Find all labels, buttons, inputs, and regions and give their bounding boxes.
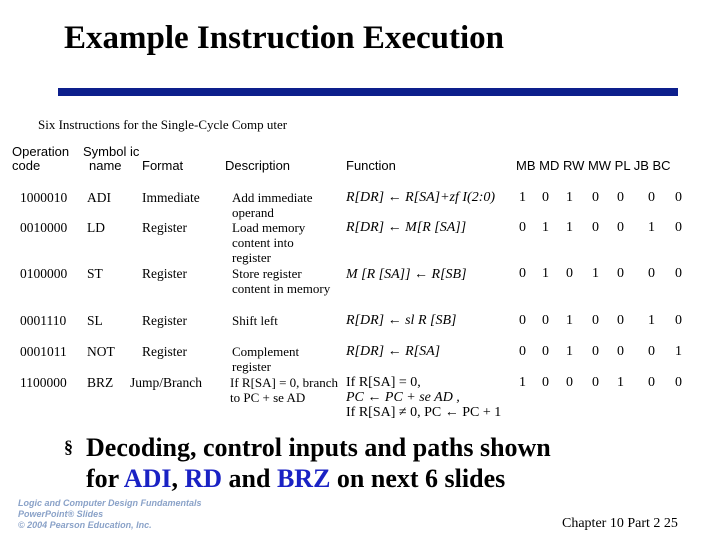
logo-line: © 2004 Pearson Education, Inc. bbox=[18, 520, 152, 530]
row-opcode: 0100000 bbox=[20, 266, 68, 281]
row-name: BRZ bbox=[87, 375, 114, 390]
row-function: R[DR] ← sl R [SB] bbox=[346, 313, 457, 328]
control-value: 0 bbox=[617, 266, 624, 281]
row-function: If R[SA] ≠ 0, PC ← PC + 1 bbox=[346, 405, 502, 420]
control-value: 0 bbox=[592, 313, 599, 328]
row-function: PC ← PC + se AD , bbox=[346, 390, 460, 405]
control-value: 0 bbox=[592, 190, 599, 205]
control-value: 0 bbox=[675, 190, 682, 205]
row-function: If R[SA] = 0, bbox=[346, 375, 421, 390]
row-description: Store register content in memory bbox=[232, 266, 331, 296]
control-value: 0 bbox=[675, 266, 682, 281]
row-format: Register bbox=[142, 344, 187, 359]
control-value: 0 bbox=[566, 375, 573, 390]
control-value: 0 bbox=[617, 313, 624, 328]
control-value: 1 bbox=[542, 266, 549, 281]
row-function: R[DR] ← M[R [SA]] bbox=[346, 220, 467, 235]
control-value: 1 bbox=[648, 313, 655, 328]
header-code: code bbox=[12, 158, 41, 173]
row-format: Register bbox=[142, 220, 187, 235]
highlight-adi: ADI bbox=[123, 464, 172, 493]
control-value: 0 bbox=[675, 313, 682, 328]
control-value: 0 bbox=[617, 190, 624, 205]
control-value: 0 bbox=[519, 266, 526, 281]
control-value: 0 bbox=[566, 266, 573, 281]
control-value: 0 bbox=[542, 375, 549, 390]
control-value: 0 bbox=[648, 266, 655, 281]
row-opcode: 1100000 bbox=[20, 375, 67, 390]
control-value: 1 bbox=[519, 190, 526, 205]
control-value: 0 bbox=[675, 220, 682, 235]
bullet-point bbox=[64, 432, 551, 494]
control-value: 0 bbox=[519, 313, 526, 328]
row-name: ST bbox=[87, 266, 103, 281]
slide-footer: Chapter 10 Part 2 25 bbox=[562, 516, 678, 531]
header-description: Description bbox=[225, 158, 291, 173]
control-value: 1 bbox=[592, 266, 599, 281]
control-value: 1 bbox=[648, 220, 655, 235]
row-name: LD bbox=[87, 220, 105, 235]
control-value: 0 bbox=[519, 344, 526, 359]
control-value: 1 bbox=[542, 220, 549, 235]
control-value: 0 bbox=[542, 313, 549, 328]
highlight-rd: RD bbox=[184, 464, 223, 493]
table-caption: Six Instructions for the Single-Cycle Comp uter bbox=[38, 117, 288, 132]
row-description: If R[SA] = 0, branch to PC + se AD bbox=[230, 375, 339, 405]
header-format: Format bbox=[142, 158, 184, 173]
row-function: R[DR] ← R[SA] bbox=[346, 344, 441, 359]
header-name: name bbox=[89, 158, 122, 173]
slide-title: Example Instruction Execution bbox=[64, 20, 505, 56]
publisher-logo bbox=[18, 498, 202, 531]
control-value: 0 bbox=[617, 220, 624, 235]
row-description: Complement register bbox=[232, 344, 300, 374]
control-value: 0 bbox=[617, 344, 624, 359]
header-operation: Operation bbox=[12, 144, 70, 159]
row-description: Add immediate operand bbox=[232, 190, 313, 220]
row-description: Load memory content into register bbox=[232, 220, 306, 265]
row-opcode: 0001110 bbox=[20, 313, 67, 328]
bullet-text: and bbox=[222, 464, 277, 493]
control-value: 0 bbox=[592, 375, 599, 390]
control-value: 1 bbox=[566, 344, 573, 359]
control-value: 0 bbox=[648, 375, 655, 390]
bullet-text: on next 6 slides bbox=[330, 464, 506, 493]
control-value: 1 bbox=[566, 220, 573, 235]
row-name: SL bbox=[87, 313, 103, 328]
control-value: 0 bbox=[592, 220, 599, 235]
row-opcode: 1000010 bbox=[20, 190, 68, 205]
control-value: 0 bbox=[542, 344, 549, 359]
control-value: 1 bbox=[566, 190, 573, 205]
title-rule bbox=[58, 88, 678, 96]
row-opcode: 0001011 bbox=[20, 344, 67, 359]
bullet-text: for bbox=[86, 464, 124, 493]
row-opcode: 0010000 bbox=[20, 220, 68, 235]
highlight-brz: BRZ bbox=[276, 464, 331, 493]
control-value: 1 bbox=[675, 344, 682, 359]
row-function: R[DR] ← R[SA]+zf I(2:0) bbox=[346, 190, 496, 205]
row-function: M [R [SA]] ← R[SB] bbox=[346, 267, 467, 282]
logo-line: PowerPoint® Slides bbox=[18, 509, 104, 519]
row-name: NOT bbox=[87, 344, 115, 359]
control-value: 0 bbox=[592, 344, 599, 359]
header-function: Function bbox=[346, 158, 396, 173]
control-value: 0 bbox=[519, 220, 526, 235]
control-value: 1 bbox=[519, 375, 526, 390]
row-name: ADI bbox=[87, 190, 111, 205]
control-value: 0 bbox=[648, 190, 655, 205]
control-value: 1 bbox=[617, 375, 624, 390]
row-format: Jump/Branch bbox=[130, 375, 202, 390]
bullet-marker: § bbox=[64, 437, 73, 457]
header-control-signals: MB MD RW MW PL JB BC bbox=[516, 158, 671, 173]
row-format: Immediate bbox=[142, 190, 200, 205]
header-symbolic: Symbol ic bbox=[83, 144, 140, 159]
control-value: 1 bbox=[566, 313, 573, 328]
bullet-text: Decoding, control inputs and paths shown bbox=[86, 433, 551, 462]
control-value: 0 bbox=[648, 344, 655, 359]
control-value: 0 bbox=[542, 190, 549, 205]
logo-line: Logic and Computer Design Fundamentals bbox=[18, 498, 202, 508]
row-format: Register bbox=[142, 266, 187, 281]
bullet-text: , bbox=[171, 464, 185, 493]
row-format: Register bbox=[142, 313, 187, 328]
control-value: 0 bbox=[675, 375, 682, 390]
row-description: Shift left bbox=[232, 313, 278, 328]
